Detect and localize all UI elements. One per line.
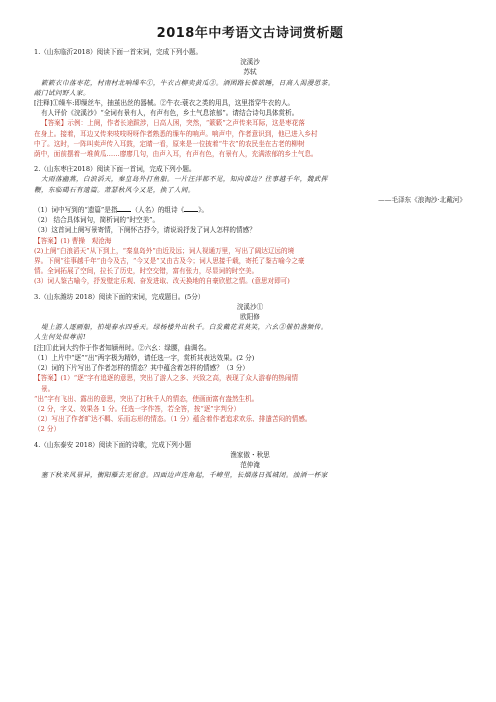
poem-text: 人生何处似尊前! bbox=[34, 333, 87, 342]
poem-text: 簌簌衣巾落枣花，村南村北响缲车①，牛衣古柳卖黄瓜②。酒困路长惟欲睡，日高人渴漫思茶。 bbox=[41, 78, 335, 87]
answer-text: 【答案】(1）“逐”字有追逐的意思，突出了游人之多、兴致之高，表现了众人游春的热闹情 bbox=[34, 374, 299, 383]
sub-question: （2）词的下片写出了作者怎样的情态？其中蕴含着怎样的情感？（3 分） bbox=[34, 364, 249, 373]
answer-text: （2 分，字义、效果各 1 分。任选一字作答，若全答，按“逐”字判分） bbox=[34, 404, 241, 413]
question-heading: 2.（山东枣庄2018）阅读下面一首词，完成下列小题。 bbox=[34, 165, 196, 174]
answer-text: 情。全词拓展了空间，拉长了历史，时空交错，富有张力，尽显词的时空美。 bbox=[34, 267, 259, 276]
question-2 bbox=[34, 164, 466, 286]
answer-text: (2)上阕“白浪滔天”从下到上，“秦皇岛外”由近及远；词人视通万里，写出了阔达辽远的境 bbox=[34, 246, 295, 255]
answer-text: 在身上。接着，耳边又传来吱吱呀呀作者熟悉的缫车的响声。响声中，作者意识到，他已进入乡村 bbox=[34, 129, 318, 138]
answer-text: 荫中，面前摆着一堆黄瓜……廖廖几句，由声入耳，有声有色，有景有人，充满浓郁的乡土气息。 bbox=[34, 150, 318, 159]
poem-text: 堤上游人逐画船，拍堤春水四垂天。绿杨楼外出秋千。白发戴花君莫笑，六幺②催拍盏频传。 bbox=[41, 323, 328, 332]
answer-text: （2）写出了作者旷达不羁、乐而忘形的情态。（1 分）蕴含着作者追求欢乐、排遣苦闷的情感。 bbox=[34, 415, 312, 424]
answer-text: (3）词人鉴古喻今，抒发壁定乐观、奋发进取、改天换地的自豪欣慰之情。(意思对即可) bbox=[34, 277, 290, 286]
sub-question-text: （人名）的组诗《 bbox=[131, 206, 185, 215]
poem-author: 苏轼 bbox=[243, 68, 257, 77]
poem-text: 鞭，东临碣石有遗篇。萧瑟秋风今又是，换了人间。 bbox=[34, 185, 195, 194]
poem-note: [注释]①缲车:即缫丝车，抽茧出丝的器械。②牛衣:蓑衣之类的用具，这里指穿牛衣的人。 bbox=[34, 99, 295, 108]
sub-question-text: （1）词中写到的“遗篇”是指 bbox=[34, 206, 118, 215]
poem-author: 范仲淹 bbox=[240, 460, 260, 469]
poem-note: [注]①此词大约作于作者知颍州时。②六幺：绿腰，曲调名。 bbox=[34, 343, 211, 352]
sub-question bbox=[34, 205, 466, 215]
answer-text: “出”字有飞出、露出的意思，突出了打秋千人的情态，使画面富有盎然生机。 bbox=[34, 394, 259, 403]
document-page bbox=[34, 22, 466, 480]
poem-title: 浣溪沙① bbox=[236, 302, 264, 311]
poem-title: 渔家傲・秋思 bbox=[230, 450, 270, 459]
page-title: 2018年中考语文古诗词赏析题 bbox=[156, 26, 344, 41]
sub-question: （3）这首词上阕写景寄情，下阕怀古抒今，请说说抒发了词人怎样的情感？ bbox=[34, 226, 256, 235]
poem-text: 大雨落幽燕，白浪滔天，秦皇岛外打鱼船。一片汪洋都不见，知向谁边？往事越千年，魏武挥 bbox=[41, 175, 328, 184]
answer-text: 景。 bbox=[41, 384, 55, 393]
sub-question: （1）上片中“逐”“出”两字极为精妙，请任选一字，赏析其表达效果。(2 分) bbox=[34, 353, 255, 362]
poem-text: 塞下秋来风景异，衡阳雁去无留意。四面边声连角起，千嶂里，长烟落日孤城闭。浊酒一杯家 bbox=[41, 471, 328, 480]
answer-text: 【答案】(1) 曹操 观沧海 bbox=[34, 236, 112, 245]
answer-text: 【答案】示例：上阕，作者长途跋涉，日高人困，突然，“簌簌”之声传来耳际，这是枣花落 bbox=[41, 119, 305, 128]
poem-text: 敲门试问野人家。 bbox=[34, 88, 90, 97]
sub-question-text: 》。 bbox=[198, 206, 209, 215]
question-heading: 4.（山东泰安 2018）阅读下面的诗歌，完成下列小题 bbox=[34, 440, 192, 449]
sub-question: （2） 结合具体词句，简析词的“时空美”。 bbox=[34, 216, 160, 225]
answer-blank[interactable] bbox=[117, 205, 131, 212]
question-heading: 3.（山东潍坊 2018）阅读下面的宋词，完成题目。(5分） bbox=[34, 292, 205, 301]
answer-text: 中了。这时，一阵叫卖声传入耳鼓，定睛一看，原来是一位披着“牛衣”的农民坐在古老的柳树 bbox=[34, 139, 305, 148]
answer-text: 界。下阕“往事越千年”由今及古，“今又是”又由古及今；词人思接千载，寄托了鉴古喻今之豪 bbox=[34, 257, 305, 266]
question-heading: 1.（山东临沂2018）阅读下面一首宋词，完成下列小题。 bbox=[34, 48, 203, 56]
question-4 bbox=[34, 440, 466, 481]
answer-text: （2 分） bbox=[34, 425, 61, 434]
poem-source: ——毛泽东《浪淘沙·北戴河》 bbox=[378, 195, 466, 204]
question-3 bbox=[34, 292, 466, 435]
question-1 bbox=[34, 47, 466, 159]
poem-author: 欧阳修 bbox=[240, 313, 260, 322]
question-text: 有人评价《浣溪沙》“全词有景有人，有声有色，乡土气息浓郁”。请结合诗句具体赏析。 bbox=[41, 109, 299, 118]
answer-blank[interactable] bbox=[184, 205, 198, 212]
poem-title: 浣溪沙 bbox=[240, 58, 260, 67]
